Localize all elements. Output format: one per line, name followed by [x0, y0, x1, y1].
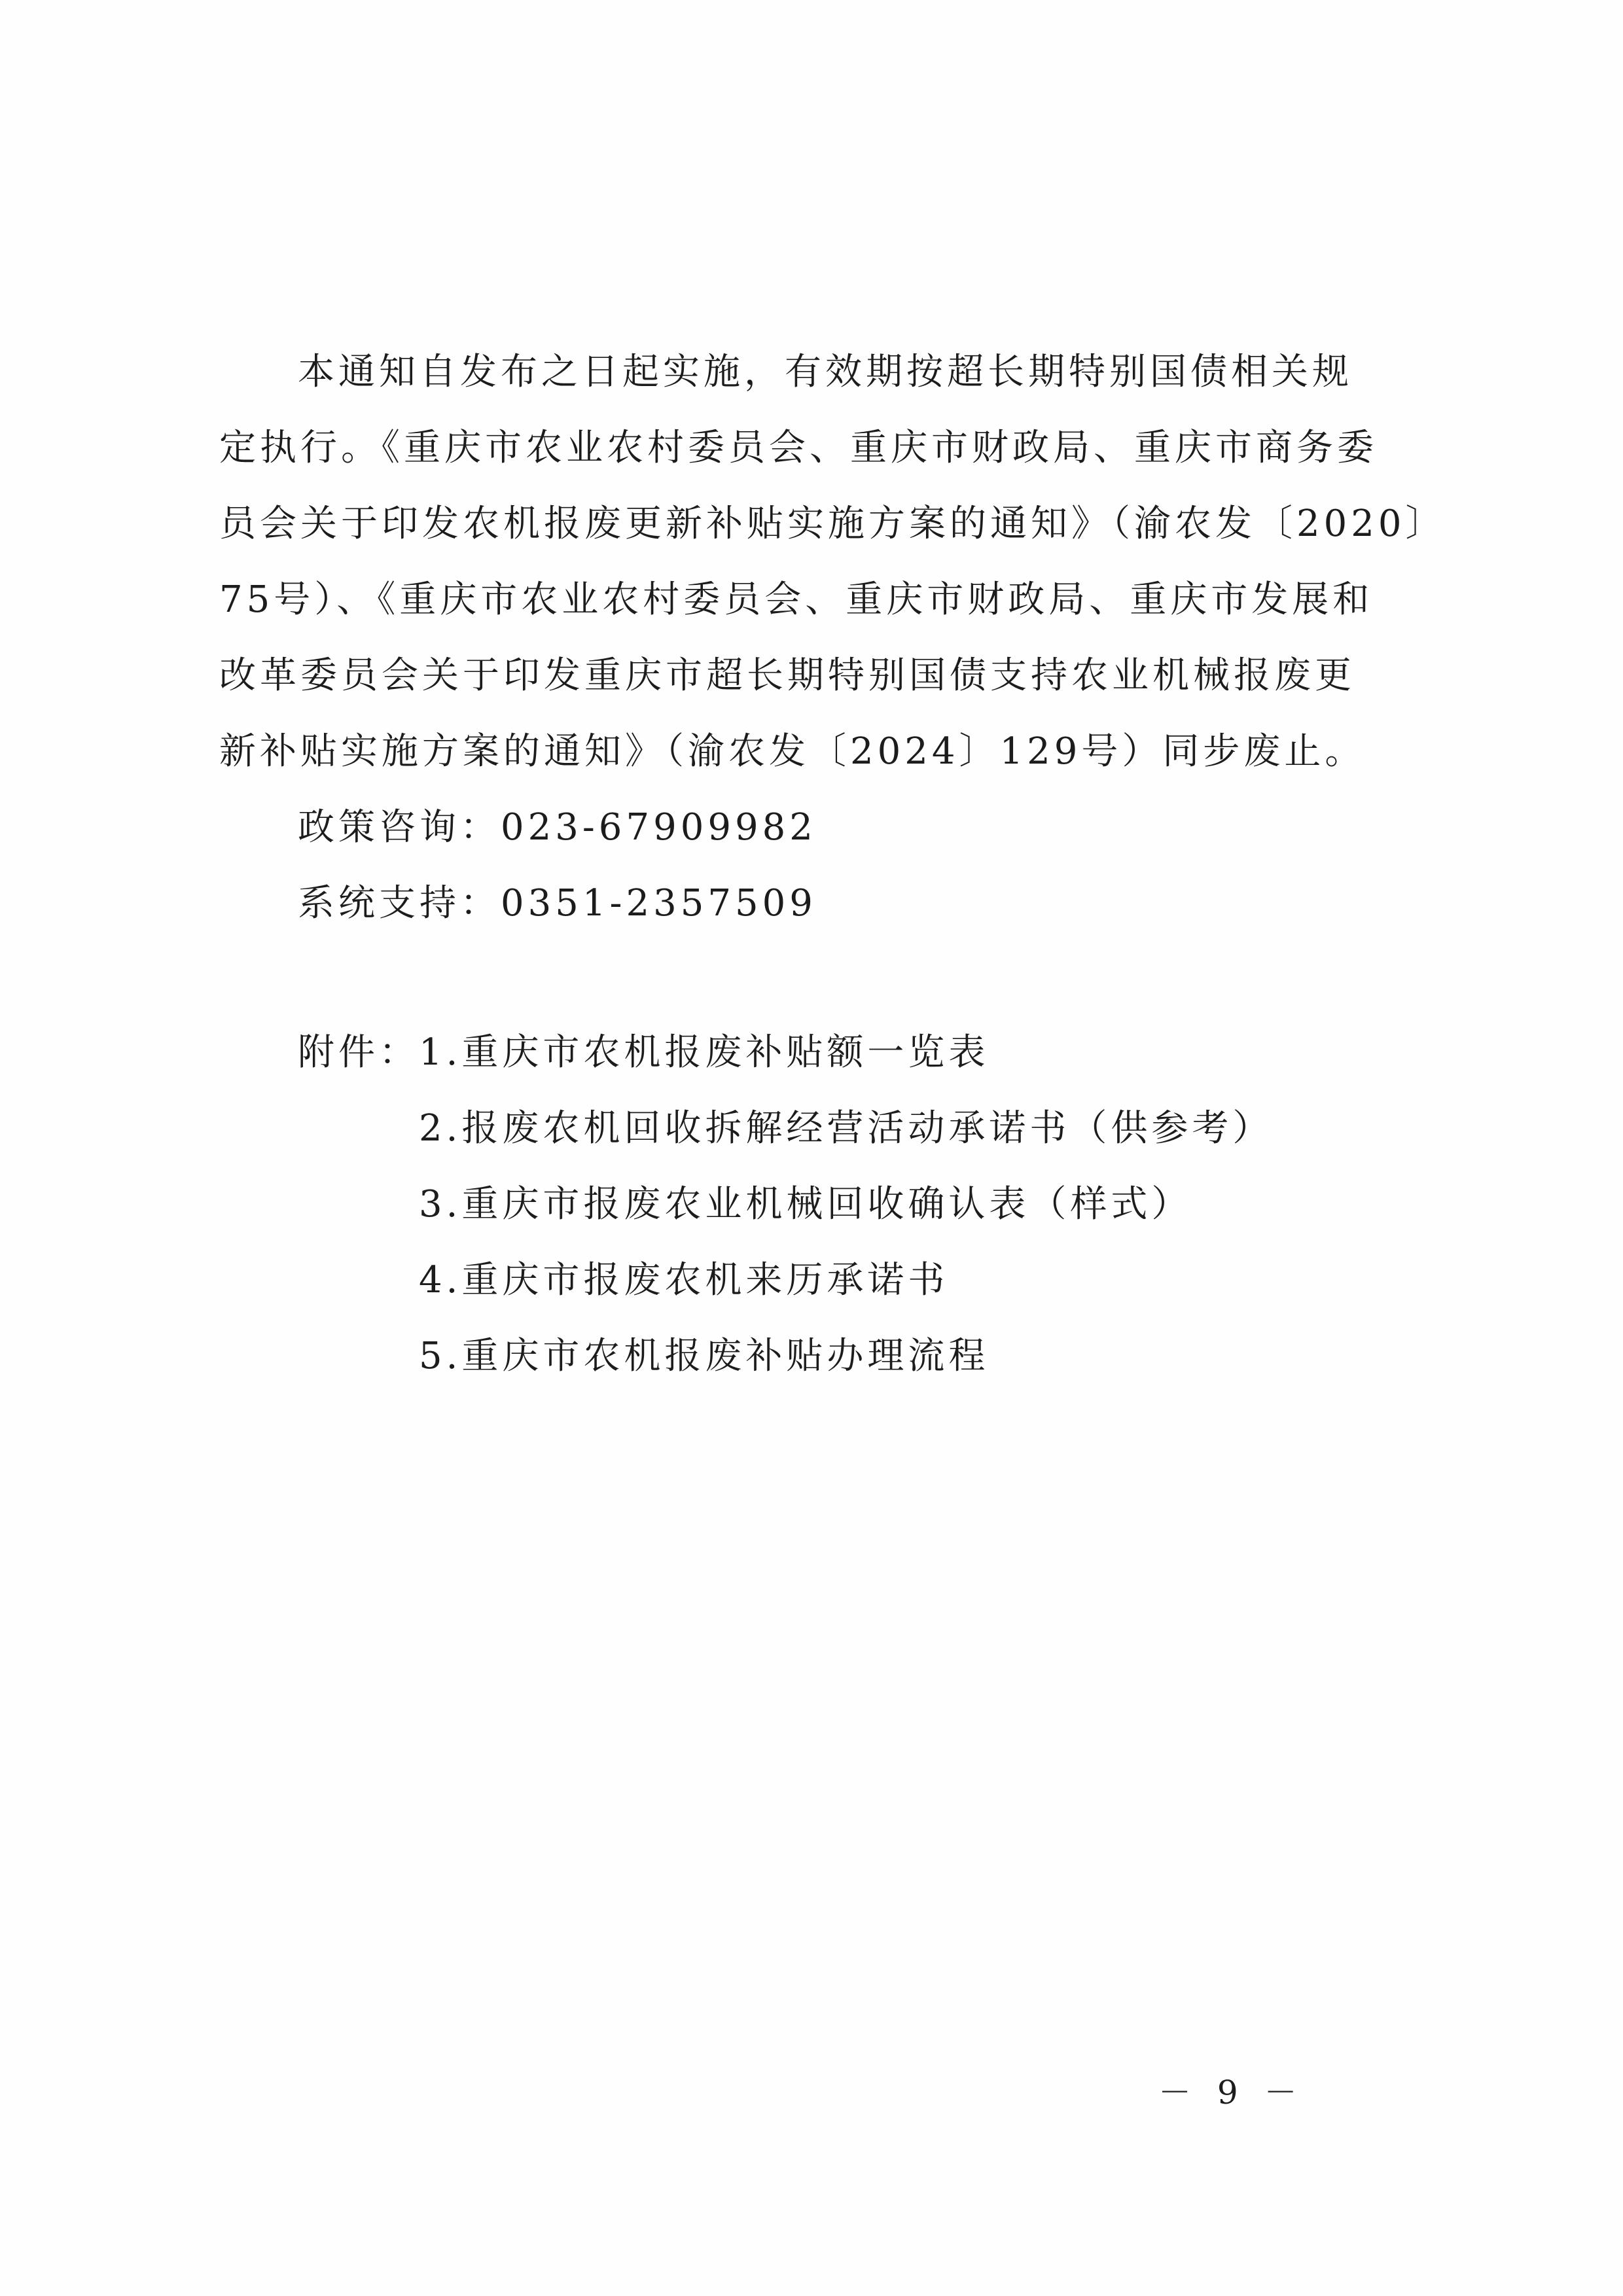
attachment-item: 2.报废农机回收拆解经营活动承诺书（供参考）: [419, 1107, 1274, 1150]
system-support-line: 系统支持：0351-2357509: [298, 882, 817, 925]
policy-consult-line: 政策咨询：023-67909982: [298, 806, 817, 849]
attachments-label: 附件：: [298, 1031, 419, 1074]
paragraph-line: 75号）、《重庆市农业农村委员会、重庆市财政局、重庆市发展和: [219, 578, 1374, 621]
paragraph-line: 定执行。《重庆市农业农村委员会、重庆市财政局、重庆市商务委: [219, 427, 1378, 469]
attachment-item: 3.重庆市报废农业机械回收确认表（样式）: [419, 1183, 1192, 1226]
attachment-item: 4.重庆市报废农机来历承诺书: [419, 1259, 949, 1301]
page-number: － 9 －: [1158, 2074, 1305, 2111]
paragraph-line: 员会关于印发农机报废更新补贴实施方案的通知》（渝农发〔2020〕: [219, 503, 1446, 545]
attachment-item: 5.重庆市农机报废补贴办理流程: [419, 1335, 990, 1377]
paragraph-line: 新补贴实施方案的通知》（渝农发〔2024〕129号）同步废止。: [219, 730, 1366, 773]
attachment-item: 1.重庆市农机报废补贴额一览表: [419, 1031, 990, 1074]
paragraph-line: 本通知自发布之日起实施，有效期按超长期特别国债相关规: [298, 351, 1353, 393]
paragraph-line: 改革委员会关于印发重庆市超长期特别国债支持农业机械报废更: [219, 654, 1355, 697]
